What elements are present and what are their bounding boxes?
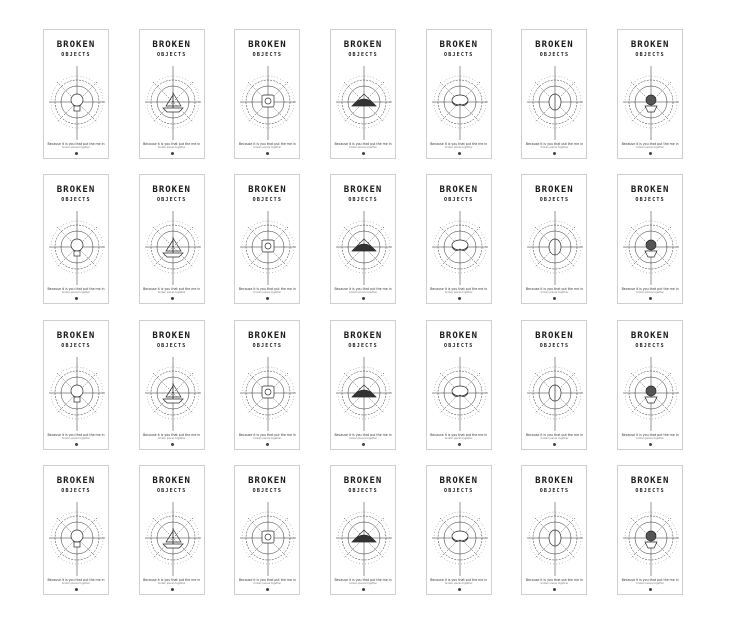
card-caption-small: broken pieces together xyxy=(444,436,473,440)
card-7[interactable] xyxy=(617,29,683,159)
card-caption: Because it is you that put the me in xyxy=(430,142,488,146)
card-subtitle: OBJECTS xyxy=(156,197,187,204)
card-caption-small: broken pieces together xyxy=(157,146,186,149)
spider-icon xyxy=(262,240,274,252)
card-title: BROKEN xyxy=(152,330,191,341)
card-dot xyxy=(458,443,461,446)
card-caption: Because it is you that put the me in xyxy=(238,432,296,437)
card-dot xyxy=(362,588,365,591)
compass-emblem xyxy=(47,498,107,580)
card-10[interactable] xyxy=(234,174,300,304)
card-caption: Because it is you that put the me in xyxy=(525,432,583,437)
card-subtitle: OBJECTS xyxy=(61,197,91,204)
card-caption: Because it is you that put the me in xyxy=(525,142,583,146)
card-dot xyxy=(458,297,461,300)
card-2[interactable] xyxy=(139,29,205,159)
card-title: BROKEN xyxy=(248,330,287,341)
compass-emblem xyxy=(621,62,681,144)
card-title: BROKEN xyxy=(630,185,670,196)
shoe-icon xyxy=(645,386,657,403)
compass-emblem xyxy=(238,498,298,580)
typewriter-icon xyxy=(645,531,657,548)
card-title: BROKEN xyxy=(56,40,96,50)
compass-emblem xyxy=(47,207,107,289)
card-caption-small: broken pieces together xyxy=(253,291,282,295)
card-subtitle: OBJECTS xyxy=(61,487,91,494)
card-subtitle: OBJECTS xyxy=(61,342,91,349)
card-caption: Because it is you that put the me in xyxy=(143,142,201,146)
card-title: BROKEN xyxy=(439,40,478,50)
card-caption-small: broken pieces together xyxy=(349,291,377,295)
card-caption-small: broken pieces together xyxy=(349,436,377,440)
card-subtitle: OBJECTS xyxy=(252,342,283,349)
card-caption-small: broken pieces together xyxy=(253,581,282,585)
leaves-icon xyxy=(262,386,274,398)
compass-emblem xyxy=(47,353,107,435)
open-book-icon xyxy=(452,240,468,251)
card-1[interactable] xyxy=(43,29,109,159)
card-dot xyxy=(266,297,269,300)
card-9[interactable] xyxy=(139,174,205,304)
compass-emblem xyxy=(621,498,681,580)
card-caption: Because it is you that put the me in xyxy=(334,287,392,292)
card-caption-small: broken pieces together xyxy=(444,146,473,149)
card-subtitle: OBJECTS xyxy=(348,52,378,58)
card-dot xyxy=(75,588,78,591)
kettle-icon xyxy=(549,530,561,546)
compass-emblem xyxy=(47,62,107,144)
card-title: BROKEN xyxy=(535,475,574,486)
snake-icon xyxy=(71,530,83,547)
card-20[interactable] xyxy=(521,320,587,450)
bee-icon xyxy=(71,239,83,256)
card-dot xyxy=(362,297,365,300)
card-title: BROKEN xyxy=(439,475,478,486)
card-caption: Because it is you that put the me in xyxy=(47,287,105,292)
card-subtitle: OBJECTS xyxy=(635,197,665,204)
card-caption: Because it is you that put the me in xyxy=(238,142,296,146)
card-caption: Because it is you that put the me in xyxy=(47,432,105,437)
card-title: BROKEN xyxy=(630,475,670,486)
card-subtitle: OBJECTS xyxy=(252,52,283,58)
card-title: BROKEN xyxy=(535,330,574,341)
card-23[interactable] xyxy=(139,465,205,595)
card-subtitle: OBJECTS xyxy=(539,487,570,494)
card-4[interactable] xyxy=(330,29,396,159)
card-subtitle: OBJECTS xyxy=(635,342,665,349)
card-dot xyxy=(75,297,78,300)
card-subtitle: OBJECTS xyxy=(444,52,474,58)
card-3[interactable] xyxy=(234,29,300,159)
card-caption-small: broken pieces together xyxy=(444,581,473,585)
compass-emblem xyxy=(143,207,203,289)
card-subtitle: OBJECTS xyxy=(252,197,283,204)
card-title: BROKEN xyxy=(152,40,191,50)
card-caption-small: broken pieces together xyxy=(62,436,90,440)
crossed-keys-icon xyxy=(71,385,83,402)
compass-emblem xyxy=(621,353,681,435)
card-subtitle: OBJECTS xyxy=(444,197,474,204)
card-caption-small: broken pieces together xyxy=(349,581,377,585)
card-caption-small: broken pieces together xyxy=(157,291,186,295)
card-dot xyxy=(553,443,556,446)
card-subtitle: OBJECTS xyxy=(444,487,474,494)
card-subtitle: OBJECTS xyxy=(156,487,187,494)
card-caption-small: broken pieces together xyxy=(636,581,664,585)
card-25[interactable] xyxy=(330,465,396,595)
card-caption: Because it is you that put the me in xyxy=(47,577,105,582)
card-subtitle: OBJECTS xyxy=(348,342,378,349)
card-caption-small: broken pieces together xyxy=(444,291,473,295)
card-caption-small: broken pieces together xyxy=(62,291,90,295)
compass-emblem xyxy=(143,498,203,580)
card-caption-small: broken pieces together xyxy=(157,581,186,585)
card-subtitle: OBJECTS xyxy=(444,342,474,349)
card-27[interactable] xyxy=(521,465,587,595)
compass-emblem xyxy=(430,498,490,580)
compass-emblem xyxy=(143,62,203,144)
octopus-icon xyxy=(452,95,468,106)
card-dot xyxy=(75,443,78,446)
card-caption: Because it is you that put the me in xyxy=(430,432,488,437)
card-caption: Because it is you that put the me in xyxy=(47,142,105,146)
card-title: BROKEN xyxy=(439,185,478,196)
card-caption-small: broken pieces together xyxy=(540,146,569,149)
compass-emblem xyxy=(143,353,203,435)
card-caption: Because it is you that put the me in xyxy=(621,432,679,437)
card-caption-small: broken pieces together xyxy=(62,581,90,585)
card-title: BROKEN xyxy=(535,185,574,196)
card-dot xyxy=(266,152,269,155)
compass-emblem xyxy=(334,498,394,580)
card-22[interactable] xyxy=(43,465,109,595)
carousel-icon xyxy=(452,531,468,542)
card-18[interactable] xyxy=(330,320,396,450)
card-8[interactable] xyxy=(43,174,109,304)
card-title: BROKEN xyxy=(343,330,383,341)
card-caption-small: broken pieces together xyxy=(636,436,664,440)
card-caption: Because it is you that put the me in xyxy=(621,287,679,292)
card-14[interactable] xyxy=(617,174,683,304)
card-caption-small: broken pieces together xyxy=(253,146,282,149)
card-dot xyxy=(171,443,174,446)
card-grid xyxy=(43,29,707,597)
card-subtitle: OBJECTS xyxy=(635,487,665,494)
card-title: BROKEN xyxy=(439,330,478,341)
card-title: BROKEN xyxy=(152,185,191,196)
card-title: BROKEN xyxy=(56,475,96,486)
compass-emblem xyxy=(525,62,585,144)
card-title: BROKEN xyxy=(56,330,96,341)
card-dot xyxy=(649,588,652,591)
compass-emblem xyxy=(238,62,298,144)
card-dot xyxy=(649,152,652,155)
card-21[interactable] xyxy=(617,320,683,450)
card-caption: Because it is you that put the me in xyxy=(334,577,392,582)
card-caption: Because it is you that put the me in xyxy=(430,577,488,582)
card-26[interactable] xyxy=(426,465,492,595)
compass-emblem xyxy=(621,207,681,289)
card-caption-small: broken pieces together xyxy=(540,436,569,440)
compass-emblem xyxy=(525,353,585,435)
card-dot xyxy=(362,443,365,446)
lightbulb-icon xyxy=(71,94,83,111)
card-title: BROKEN xyxy=(56,185,96,196)
compass-emblem xyxy=(430,353,490,435)
card-16[interactable] xyxy=(139,320,205,450)
card-subtitle: OBJECTS xyxy=(156,342,187,349)
card-caption-small: broken pieces together xyxy=(540,581,569,585)
card-subtitle: OBJECTS xyxy=(635,52,665,58)
card-dot xyxy=(553,152,556,155)
bird-nest-icon xyxy=(645,240,657,257)
card-title: BROKEN xyxy=(630,40,670,50)
compass-emblem xyxy=(334,62,394,144)
card-12[interactable] xyxy=(426,174,492,304)
card-dot xyxy=(553,297,556,300)
compass-emblem xyxy=(430,62,490,144)
card-title: BROKEN xyxy=(248,185,287,196)
card-dot xyxy=(75,152,78,155)
card-13[interactable] xyxy=(521,174,587,304)
card-caption: Because it is you that put the me in xyxy=(525,577,583,582)
card-dot xyxy=(458,588,461,591)
compass-emblem xyxy=(525,498,585,580)
card-15[interactable] xyxy=(43,320,109,450)
card-subtitle: OBJECTS xyxy=(539,342,570,349)
card-caption-small: broken pieces together xyxy=(540,291,569,295)
compass-emblem xyxy=(238,207,298,289)
card-caption: Because it is you that put the me in xyxy=(143,287,201,292)
card-subtitle: OBJECTS xyxy=(61,52,91,58)
card-28[interactable] xyxy=(617,465,683,595)
card-caption: Because it is you that put the me in xyxy=(621,577,679,582)
card-title: BROKEN xyxy=(343,475,383,486)
card-caption-small: broken pieces together xyxy=(349,146,377,149)
card-6[interactable] xyxy=(521,29,587,159)
card-subtitle: OBJECTS xyxy=(348,487,378,494)
card-subtitle: OBJECTS xyxy=(156,52,187,58)
compass-emblem xyxy=(430,207,490,289)
card-caption: Because it is you that put the me in xyxy=(143,577,201,582)
card-caption-small: broken pieces together xyxy=(636,146,664,149)
card-title: BROKEN xyxy=(535,40,574,50)
card-subtitle: OBJECTS xyxy=(348,197,378,204)
card-11[interactable] xyxy=(330,174,396,304)
card-subtitle: OBJECTS xyxy=(539,52,570,58)
card-dot xyxy=(266,588,269,591)
card-5[interactable] xyxy=(426,29,492,159)
fence-gate-icon xyxy=(262,531,274,543)
beetle-icon xyxy=(549,94,561,110)
compass-emblem xyxy=(334,207,394,289)
robot-icon xyxy=(262,95,274,107)
card-subtitle: OBJECTS xyxy=(539,197,570,204)
card-caption-small: broken pieces together xyxy=(636,291,664,295)
card-dot xyxy=(649,443,652,446)
card-dot xyxy=(553,588,556,591)
card-dot xyxy=(171,297,174,300)
flower-bouquet-icon xyxy=(645,95,657,112)
card-19[interactable] xyxy=(426,320,492,450)
card-caption: Because it is you that put the me in xyxy=(334,432,392,437)
hedgehog-icon xyxy=(452,386,468,397)
card-caption: Because it is you that put the me in xyxy=(525,287,583,292)
card-24[interactable] xyxy=(234,465,300,595)
card-title: BROKEN xyxy=(248,475,287,486)
card-caption: Because it is you that put the me in xyxy=(621,142,679,146)
vintage-car-icon xyxy=(549,239,561,255)
card-caption-small: broken pieces together xyxy=(253,436,282,440)
compass-emblem xyxy=(238,353,298,435)
card-dot xyxy=(266,443,269,446)
card-title: BROKEN xyxy=(630,330,670,341)
card-title: BROKEN xyxy=(152,475,191,486)
card-title: BROKEN xyxy=(248,40,287,50)
compass-emblem xyxy=(525,207,585,289)
card-dot xyxy=(649,297,652,300)
card-subtitle: OBJECTS xyxy=(252,487,283,494)
lantern-icon xyxy=(549,385,561,401)
card-title: BROKEN xyxy=(343,40,383,50)
compass-emblem xyxy=(334,353,394,435)
card-17[interactable] xyxy=(234,320,300,450)
card-dot xyxy=(458,152,461,155)
card-caption-small: broken pieces together xyxy=(157,436,186,440)
card-caption: Because it is you that put the me in xyxy=(334,142,392,146)
card-dot xyxy=(362,152,365,155)
card-caption: Because it is you that put the me in xyxy=(430,287,488,292)
card-caption: Because it is you that put the me in xyxy=(238,287,296,292)
card-dot xyxy=(171,152,174,155)
card-caption: Because it is you that put the me in xyxy=(143,432,201,437)
card-title: BROKEN xyxy=(343,185,383,196)
card-dot xyxy=(171,588,174,591)
card-caption: Because it is you that put the me in xyxy=(238,577,296,582)
card-caption-small: broken pieces together xyxy=(62,146,90,149)
